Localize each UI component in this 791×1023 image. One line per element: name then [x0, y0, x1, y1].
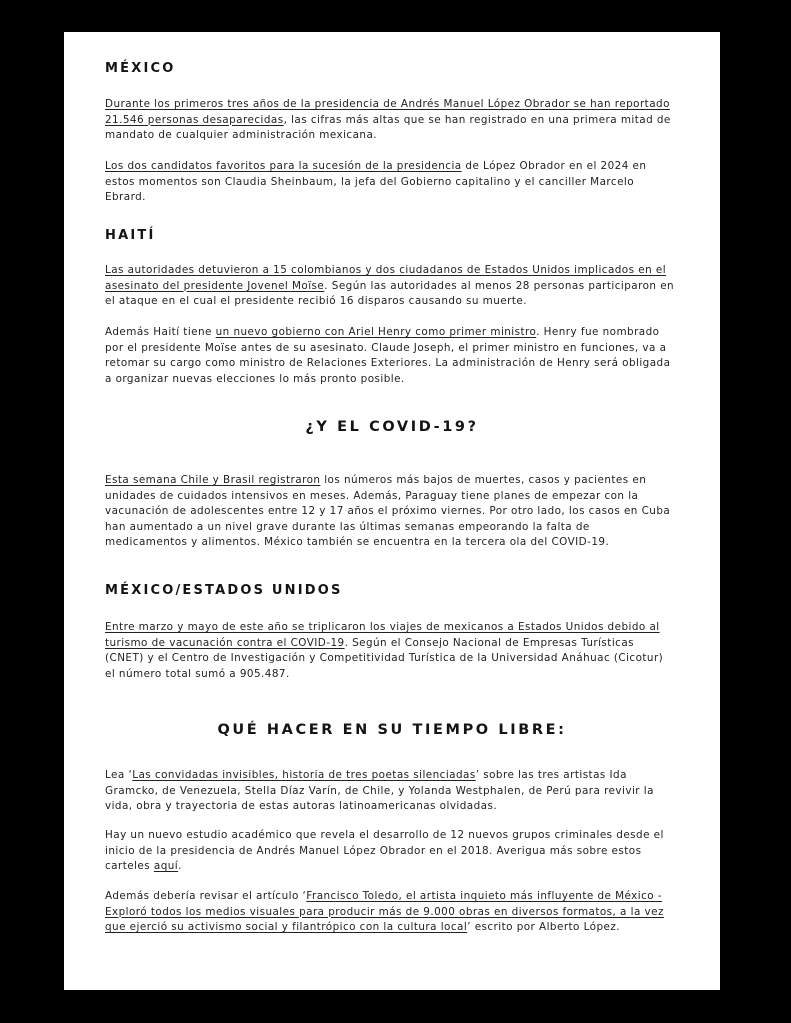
link-chile-brasil[interactable]: Esta semana Chile y Brasil registraron: [105, 474, 321, 486]
paragraph-text: Además Haití tiene: [105, 326, 216, 338]
section-heading-covid: ¿Y EL COVID-19?: [305, 419, 479, 435]
paragraph-text: Hay un nuevo estudio académico que revela el desarrollo de 12 nuevos grupos criminales desde el inicio de la presidencia de Andrés Manuel López Obrador en el 2018. Averigua más sobre estos carteles: [105, 829, 664, 873]
paragraph-tiempo-libre-1: [105, 768, 681, 815]
paragraph-haiti-1: [105, 263, 675, 310]
section-heading-mexico-estados-unidos: MÉXICO/ESTADOS UNIDOS: [105, 583, 343, 598]
section-heading-mexico: MÉXICO: [105, 61, 176, 76]
paragraph-text: de López Obrador en el 2024 en estos momentos son Claudia Sheinbaum, la jefa del Gobierno capitalino y el canciller Marcelo Ebrard.: [105, 160, 647, 204]
document-page: [64, 32, 720, 990]
link-nuevo-gobierno[interactable]: un nuevo gobierno con Ariel Henry como primer ministro: [215, 326, 537, 338]
paragraph-mexico-estados-unidos-1: [105, 620, 675, 682]
link-autoridades[interactable]: Las autoridades detuvieron a 15 colombianos y dos ciudadanos de Estados Unidos implicados en el asesinato del presidente Jovenel Moïse: [105, 264, 667, 292]
link-aqui[interactable]: aquí: [153, 860, 179, 873]
paragraph-tiempo-libre-2: [105, 828, 675, 875]
section-heading-haiti: HAITÍ: [105, 228, 156, 243]
paragraph-text: . Según las autoridades al menos 28 personas participaron en el ataque en el cual el presidente recibió 16 disparos causando su muerte.: [105, 279, 675, 308]
paragraph-text: Lea ‘: [105, 769, 133, 781]
paragraph-covid-1: [105, 473, 675, 551]
paragraph-tiempo-libre-3: [105, 889, 675, 936]
paragraph-text: ’ sobre las tres artistas Ida Gramcko, de Venezuela, Stella Díaz Varín, de Chile, y Yolanda Westphalen, de Perú para revivir la vida, obra y trayectoria de estas autoras latinoamericanas olvidadas.: [105, 769, 654, 813]
paragraph-haiti-2: [105, 325, 675, 387]
link-turismo-vacunacion[interactable]: Entre marzo y mayo de este año se triplicaron los viajes de mexicanos a Estados Unidos debido al turismo de vacunación contra el COVID-19: [105, 621, 660, 649]
paragraph-mexico-2: [105, 159, 675, 206]
paragraph-text: . Según el Consejo Nacional de Empresas Turísticas (CNET) y el Centro de Investigación y Competitividad Turística de la Universidad Anáhuac (Cicotur) el número total sumó a 905.487.: [105, 636, 664, 680]
paragraph-text: Además debería revisar el artículo ‘: [105, 890, 307, 902]
paragraph-text: .: [178, 860, 182, 873]
paragraph-text: , las cifras más altas que se han registrado en una primera mitad de mandato de cualquier administración mexicana.: [105, 113, 671, 142]
link-candidatos[interactable]: Los dos candidatos favoritos para la sucesión de la presidencia: [105, 160, 462, 172]
section-heading-tiempo-libre: QUÉ HACER EN SU TIEMPO LIBRE:: [217, 722, 567, 738]
link-convidadas-invisibles[interactable]: Las convidadas invisibles, historia de tres poetas silenciadas: [132, 769, 476, 781]
paragraph-text: ’ escrito por Alberto López.: [467, 921, 621, 934]
paragraph-text: . Henry fue nombrado por el presidente Moïse antes de su asesinato. Claude Joseph, el primer ministro en funciones, va a retomar su cargo como ministro de Relaciones Exteriores. La administración de Henry será obligada a organizar nuevas elecciones lo más pronto posible.: [105, 326, 671, 385]
paragraph-text: los números más bajos de muertes, casos y pacientes en unidades de cuidados intensivos en meses. Además, Paraguay tiene planes de empezar con la vacunación de adolescentes entre 12 y 17 años el próximo viernes. Por otro lado, los casos en Cuba han aumentado a un nivel grave durante las últimas semanas empeorando la falta de medicamentos y alimentos. México también se encuentra en la tercera ola del COVID-19.: [105, 474, 671, 549]
paragraph-mexico-1: [105, 97, 675, 144]
link-desaparecidas[interactable]: Durante los primeros tres años de la presidencia de Andrés Manuel López Obrador se han reportado 21.546 personas desaparecidas: [105, 98, 670, 126]
link-francisco-toledo[interactable]: Francisco Toledo, el artista inquieto más influyente de México - Exploró todos los medios visuales para producir más de 9.000 obras en diversos formatos, a la vez que ejerció su activismo social y filantrópico con la cultura local: [105, 890, 664, 934]
